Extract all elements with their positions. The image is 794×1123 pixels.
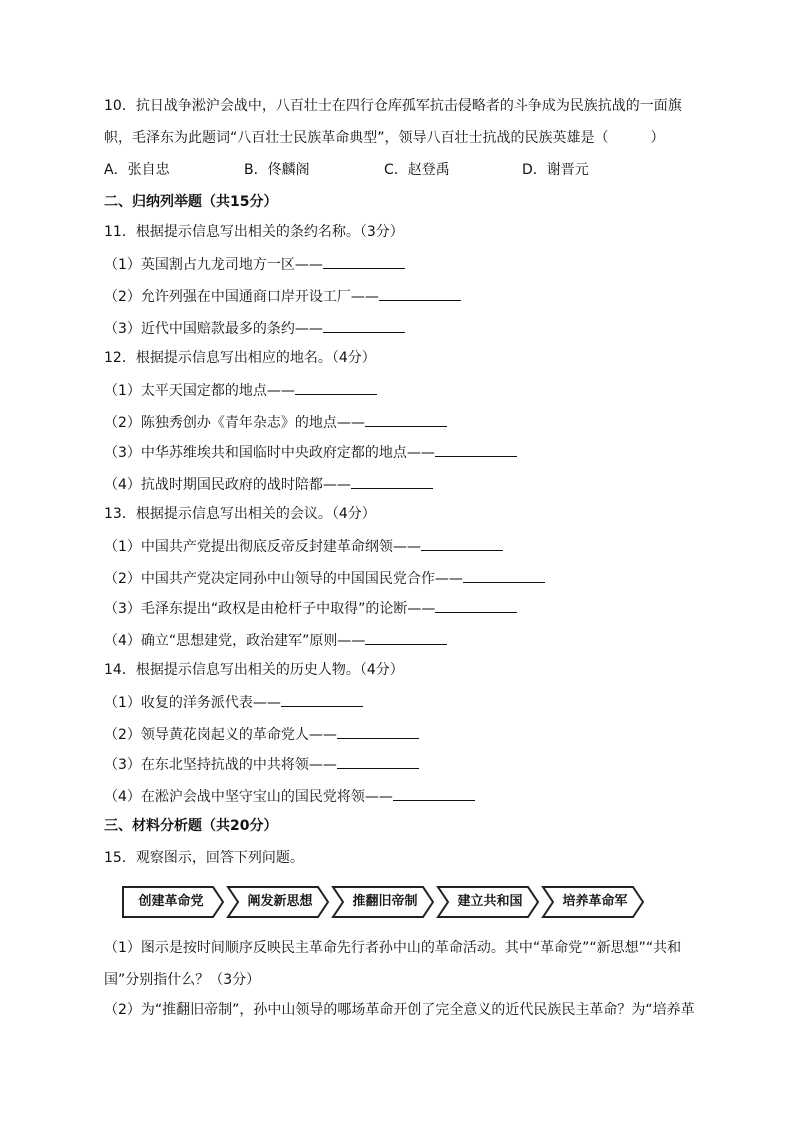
q14-stem: 14．根据提示信息写出相关的历史人物。（4分） bbox=[104, 662, 404, 678]
q12-item-3-text: （3）中华苏维埃共和国临时中央政府定都的地点—— bbox=[104, 445, 435, 461]
q11-item-2-text: （2）允许列强在中国通商口岸开设工厂—— bbox=[104, 289, 379, 305]
q12-item-4 bbox=[104, 474, 433, 495]
q14-item-2 bbox=[104, 724, 419, 745]
q13-item-3-text: （3）毛泽东提出“政权是由枪杆子中取得”的论断—— bbox=[104, 601, 436, 617]
q13-item-1-text: （1）中国共产党提出彻底反帝反封建革命纲领—— bbox=[104, 539, 421, 555]
q12-item-2 bbox=[104, 412, 447, 433]
answer-blank[interactable] bbox=[393, 786, 475, 801]
q13-item-2-text: （2）中国共产党决定同孙中山领导的中国国民党合作—— bbox=[104, 571, 463, 587]
flow-step-5: 培养革命军 bbox=[562, 894, 628, 909]
answer-blank[interactable] bbox=[281, 692, 363, 707]
q10-line1: 10．抗日战争淞沪会战中，八百壮士在四行仓库孤军抗击侵略者的斗争成为民族抗战的一面旗 bbox=[104, 98, 682, 114]
q11-item-1-text: （1）英国割占九龙司地方一区—— bbox=[104, 257, 323, 273]
answer-blank[interactable] bbox=[365, 412, 447, 427]
q10-option-c: C．赵登禹 bbox=[384, 162, 450, 178]
q10-option-a: A．张自忠 bbox=[104, 162, 170, 178]
flow-step-2: 阐发新思想 bbox=[247, 894, 313, 909]
answer-blank[interactable] bbox=[323, 318, 405, 333]
answer-blank[interactable] bbox=[435, 442, 517, 457]
q14-item-3-text: （3）在东北坚持抗战的中共将领—— bbox=[104, 757, 337, 773]
q15-part1-line1: （1）图示是按时间顺序反映民主革命先行者孙中山的革命活动。其中“革命党”“新思想”“共和 bbox=[104, 940, 682, 956]
answer-blank[interactable] bbox=[365, 630, 447, 645]
answer-blank[interactable] bbox=[337, 754, 419, 769]
q10-line2: 帜，毛泽东为此题词“八百壮士民族革命典型”，领导八百壮士抗战的民族英雄是（ ） bbox=[104, 130, 665, 146]
q12-item-2-text: （2）陈独秀创办《青年杂志》的地点—— bbox=[104, 415, 365, 431]
answer-blank[interactable] bbox=[351, 474, 433, 489]
answer-blank[interactable] bbox=[435, 598, 517, 613]
q14-item-3 bbox=[104, 754, 419, 775]
q14-item-2-text: （2）领导黄花岗起义的革命党人—— bbox=[104, 727, 337, 743]
section2-title: 二、归纳列举题（共15分） bbox=[104, 194, 278, 210]
section3-title: 三、材料分析题（共20分） bbox=[104, 818, 278, 834]
q12-item-1 bbox=[104, 380, 377, 401]
answer-blank[interactable] bbox=[337, 724, 419, 739]
q12-item-3 bbox=[104, 442, 517, 463]
q13-stem: 13．根据提示信息写出相关的会议。（4分） bbox=[104, 506, 376, 522]
q14-item-4 bbox=[104, 786, 475, 807]
q13-item-4 bbox=[104, 630, 447, 651]
q13-item-1 bbox=[104, 536, 503, 557]
q13-item-2 bbox=[104, 568, 545, 589]
answer-blank[interactable] bbox=[323, 254, 405, 269]
flow-step-1: 创建革命党 bbox=[138, 894, 204, 909]
q13-item-3 bbox=[104, 598, 517, 619]
answer-blank[interactable] bbox=[295, 380, 377, 395]
flow-step-4: 建立共和国 bbox=[457, 894, 523, 909]
q15-part1-line2: 国”分别指什么？（3分） bbox=[104, 972, 261, 988]
q14-item-4-text: （4）在淞沪会战中坚守宝山的国民党将领—— bbox=[104, 789, 393, 805]
answer-blank[interactable] bbox=[379, 286, 461, 301]
q10-option-d: D．谢晋元 bbox=[522, 162, 589, 178]
q12-item-4-text: （4）抗战时期国民政府的战时陪都—— bbox=[104, 477, 351, 493]
q11-item-3-text: （3）近代中国赔款最多的条约—— bbox=[104, 321, 323, 337]
revolution-flow-diagram bbox=[122, 884, 646, 920]
q12-stem: 12．根据提示信息写出相应的地名。（4分） bbox=[104, 350, 376, 366]
q11-item-3 bbox=[104, 318, 405, 339]
q11-stem: 11．根据提示信息写出相关的条约名称。（3分） bbox=[104, 224, 404, 240]
q15-part2-line1: （2）为“推翻旧帝制”，孙中山领导的哪场革命开创了完全意义的近代民族民主革命？为“培养革 bbox=[104, 1002, 695, 1018]
q11-item-2 bbox=[104, 286, 461, 307]
flow-step-3: 推翻旧帝制 bbox=[352, 894, 418, 909]
q14-item-1 bbox=[104, 692, 363, 713]
q10-option-b: B．佟麟阁 bbox=[244, 162, 310, 178]
q12-item-1-text: （1）太平天国定都的地点—— bbox=[104, 383, 295, 399]
q11-item-1 bbox=[104, 254, 405, 275]
q14-item-1-text: （1）收复的洋务派代表—— bbox=[104, 695, 281, 711]
answer-blank[interactable] bbox=[421, 536, 503, 551]
answer-blank[interactable] bbox=[463, 568, 545, 583]
q15-stem: 15．观察图示，回答下列问题。 bbox=[104, 850, 304, 866]
q13-item-4-text: （4）确立“思想建党，政治建军”原则—— bbox=[104, 633, 366, 649]
